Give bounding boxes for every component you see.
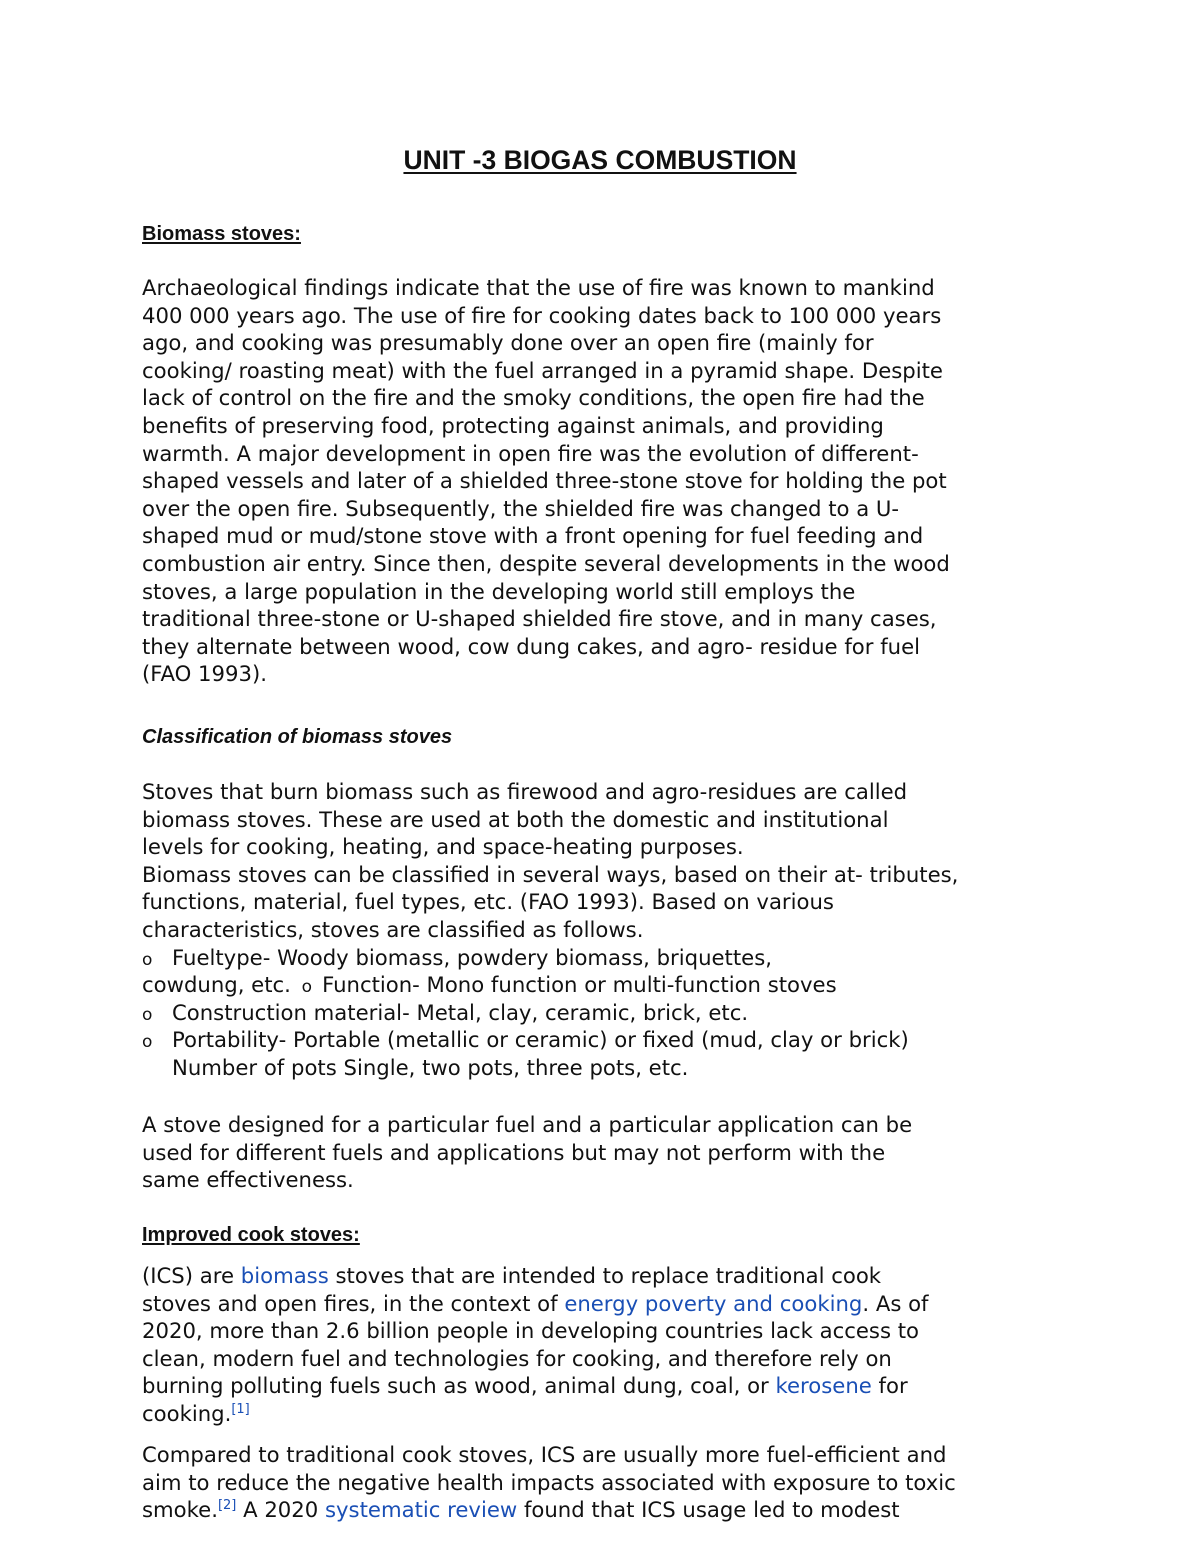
list-item	[142, 1054, 958, 1082]
bullet-text: cowdung, etc.	[142, 972, 291, 998]
text-span: for	[871, 1373, 908, 1399]
text-line: shaped vessels and later of a shielded three-stone stove for holding the pot	[142, 468, 947, 494]
text-line: Stoves that burn biomass such as firewood and agro-residues are called	[142, 779, 908, 804]
bullet-marker-icon: o	[142, 1032, 153, 1053]
text-line: they alternate between wood, cow dung cakes, and agro- residue for fuel	[142, 633, 921, 659]
link-kerosene[interactable]: kerosene	[775, 1373, 872, 1399]
citation-link-2[interactable]: [2]	[217, 1498, 237, 1514]
paragraph-stove-design	[142, 1111, 912, 1194]
text-span: found that ICS usage led to modest	[517, 1497, 900, 1523]
bullet-text: Number of pots Single, two pots, three pots, etc.	[172, 1054, 689, 1080]
bullet-text: Function- Mono function or multi-function stoves	[322, 972, 837, 998]
text-span: A 2020	[236, 1497, 325, 1523]
text-line	[142, 1262, 929, 1290]
text-line: levels for cooking, heating, and space-heating purposes.	[142, 834, 744, 860]
text-line: 400 000 years ago. The use of fire for cooking dates back to 100 000 years	[142, 302, 942, 328]
bullet-marker-icon: o	[142, 949, 153, 970]
text-line: clean, modern fuel and technologies for cooking, and therefore rely on	[142, 1345, 892, 1371]
text-line: functions, material, fuel types, etc. (FAO 1993). Based on various	[142, 889, 834, 915]
citation-link-1[interactable]: [1]	[231, 1401, 250, 1417]
text-line: ago, and cooking was presumably done over an open fire (mainly for	[142, 330, 874, 356]
subheading-classification: Classification of biomass stoves	[142, 726, 453, 748]
bullet-marker-icon: o	[301, 977, 313, 998]
paragraph-classification	[142, 778, 958, 1082]
list-item	[142, 971, 958, 999]
text-span: burning polluting fuels such as wood, animal dung, coal, or	[142, 1373, 776, 1399]
text-line: 2020, more than 2.6 billion people in developing countries lack access to	[142, 1318, 920, 1344]
text-line	[142, 1290, 929, 1318]
text-span: stoves that are intended to replace traditional cook	[328, 1263, 882, 1288]
bullet-marker-icon: o	[142, 1004, 153, 1025]
text-line: Archaeological findings indicate that the use of fire was known to mankind	[142, 275, 935, 300]
text-line: used for different fuels and applications but may not perform with the	[142, 1139, 886, 1165]
list-item	[142, 1026, 958, 1054]
text-line: characteristics, stoves are classified as follows.	[142, 916, 644, 942]
text-line: warmth. A major development in open fire was the evolution of different-	[142, 440, 919, 466]
text-line: (FAO 1993).	[142, 661, 267, 687]
text-line: stoves, a large population in the developing world still employs the	[142, 578, 856, 604]
text-line	[142, 1372, 929, 1400]
text-span: cooking.	[142, 1400, 232, 1426]
text-line: traditional three-stone or U-shaped shielded fire stove, and in many cases,	[142, 606, 937, 632]
link-systematic-review[interactable]: systematic review	[324, 1497, 518, 1523]
text-span: stoves and open fires, in the context of	[142, 1290, 565, 1316]
paragraph-biomass-history	[142, 274, 950, 688]
list-item	[142, 944, 958, 972]
text-line: over the open fire. Subsequently, the shielded fire was changed to a U-	[142, 495, 900, 521]
section-heading-improved-cook-stoves: Improved cook stoves:	[142, 1224, 360, 1246]
paragraph-ics-comparison	[142, 1441, 956, 1524]
bullet-text: Construction material- Metal, clay, ceramic, brick, etc.	[172, 999, 749, 1025]
text-line: cooking/ roasting meat) with the fuel arranged in a pyramid shape. Despite	[142, 357, 943, 383]
list-item	[142, 999, 958, 1027]
text-line: lack of control on the fire and the smoky conditions, the open fire had the	[142, 385, 925, 411]
text-line	[142, 1496, 956, 1524]
link-biomass[interactable]: biomass	[240, 1263, 329, 1288]
text-line: same effectiveness.	[142, 1167, 354, 1193]
text-line: benefits of preserving food, protecting against animals, and providing	[142, 412, 884, 438]
bullet-text: Fueltype- Woody biomass, powdery biomass, briquettes,	[172, 944, 772, 970]
text-line	[142, 1400, 929, 1428]
text-line: Biomass stoves can be classified in several ways, based on their at- tributes,	[142, 861, 959, 887]
text-span: . As of	[862, 1290, 929, 1316]
text-line: biomass stoves. These are used at both the domestic and institutional	[142, 806, 889, 832]
text-line: Compared to traditional cook stoves, ICS are usually more fuel-efficient and	[142, 1442, 947, 1467]
text-line: combustion air entry. Since then, despite several developments in the wood	[142, 550, 950, 576]
text-line: A stove designed for a particular fuel and a particular application can be	[142, 1112, 913, 1137]
section-heading-biomass-stoves: Biomass stoves:	[142, 223, 301, 245]
text-span: smoke.	[142, 1497, 218, 1523]
paragraph-ics-intro	[142, 1262, 929, 1428]
text-line: aim to reduce the negative health impacts associated with exposure to toxic	[142, 1469, 956, 1495]
link-energy-poverty[interactable]: energy poverty and cooking	[564, 1290, 863, 1316]
text-span: (ICS) are	[142, 1263, 241, 1288]
bullet-text: Portability- Portable (metallic or ceramic) or fixed (mud, clay or brick)	[172, 1027, 909, 1053]
page-title: UNIT -3 BIOGAS COMBUSTION	[403, 145, 797, 175]
text-line: shaped mud or mud/stone stove with a front opening for fuel feeding and	[142, 523, 924, 549]
